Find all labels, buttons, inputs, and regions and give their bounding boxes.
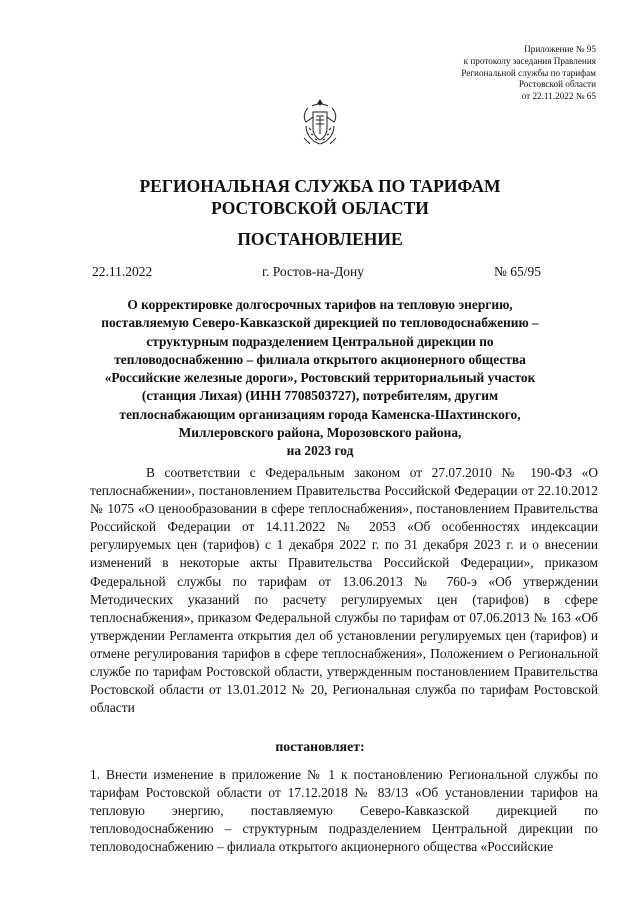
resolves-heading: постановляет: <box>275 739 365 754</box>
preamble-paragraph <box>90 464 598 717</box>
clause-paragraph <box>90 766 598 856</box>
subject-line: структурным подразделением Центральной дирекции по <box>146 333 494 349</box>
document-subject <box>84 296 556 461</box>
appendix-line: Ростовской области <box>518 79 596 90</box>
subject-line: (станция Лихая) (ИНН 7708503727), потребителям, другим <box>141 388 499 404</box>
subject-line: Миллеровского района, Морозовского района, <box>178 425 462 441</box>
appendix-line: Региональной службы по тарифам <box>461 67 596 78</box>
coat-of-arms-emblem <box>300 98 340 148</box>
clause-text: 1. Внести изменение в приложение № 1 к постановлению Региональной службы по тарифам Ростовской области от 17.12.2018 № 83/13 «Об установлении тарифов на тепловую энергию, поставляемую Северо-Кавказской дирекцией по тепловодоснабжению – структурным подразделением Центральной дирекции по тепловодоснабжению – филиала открытого акционерного общества «Российские <box>90 767 598 855</box>
appendix-line: от 22.11.2022 № 65 <box>521 91 596 102</box>
subject-line: теплоснабжающим организациям города Каменска-Шахтинского, <box>119 406 521 422</box>
subject-line: «Российские железные дороги», Ростовский территориальный участок <box>104 370 536 386</box>
document-number: № 65/95 <box>494 264 542 279</box>
preamble-text: В соответствии с Федеральным законом от 27.07.2010 № 190-ФЗ «О теплоснабжении», постановлением Правительства Российской Федерации от 22.10.2012 № 1075 «О ценообразовании в сфере теплоснабжения», постановлением Правительства Российской Федерации от 14.11.2022 № 2053 «Об особенностях индексации регулируемых цен (тарифов) с 1 декабря 2022 г. по 31 декабря 2023 г. и о внесении изменений в некоторые акты Правительства Российской Федерации», приказом Федеральной службы по тарифам от 13.06.2013 № 760-э «Об утверждении Методических указаний по расчету регулируемых цен (тарифов) в сфере теплоснабжения», приказом Федеральной службы по тарифам от 07.06.2013 № 163 «Об утверждении Регламента открытия дел об установлении регулируемых цен (тарифов) и отмене регулирования тарифов в сфере теплоснабжения», Положением о Региональной службе по тарифам Ростовской области, утвержденным постановлением Правительства Ростовской области от 13.01.2012 № 20, Региональная служба по тарифам Ростовской области <box>90 465 598 716</box>
subject-line: на 2023 год <box>286 443 354 459</box>
document-type: ПОСТАНОВЛЕНИЕ <box>237 229 403 249</box>
org-line: РЕГИОНАЛЬНАЯ СЛУЖБА ПО ТАРИФАМ <box>139 176 501 196</box>
appendix-block <box>461 44 596 103</box>
appendix-line: Приложение № 95 <box>524 44 596 54</box>
document-date: 22.11.2022 <box>92 264 153 279</box>
subject-line: О корректировке долгосрочных тарифов на тепловую энергию, <box>127 297 513 312</box>
document-place: г. Ростов-на-Дону <box>262 264 365 279</box>
subject-line: поставляемую Северо-Кавказской дирекцией по тепловодоснабжению – <box>101 315 539 331</box>
subject-line: тепловодоснабжению – филиала открытого акционерного общества <box>114 351 526 367</box>
org-line: РОСТОВСКОЙ ОБЛАСТИ <box>211 198 429 218</box>
appendix-line: к протоколу заседания Правления <box>463 55 596 66</box>
organization-name <box>0 175 640 219</box>
